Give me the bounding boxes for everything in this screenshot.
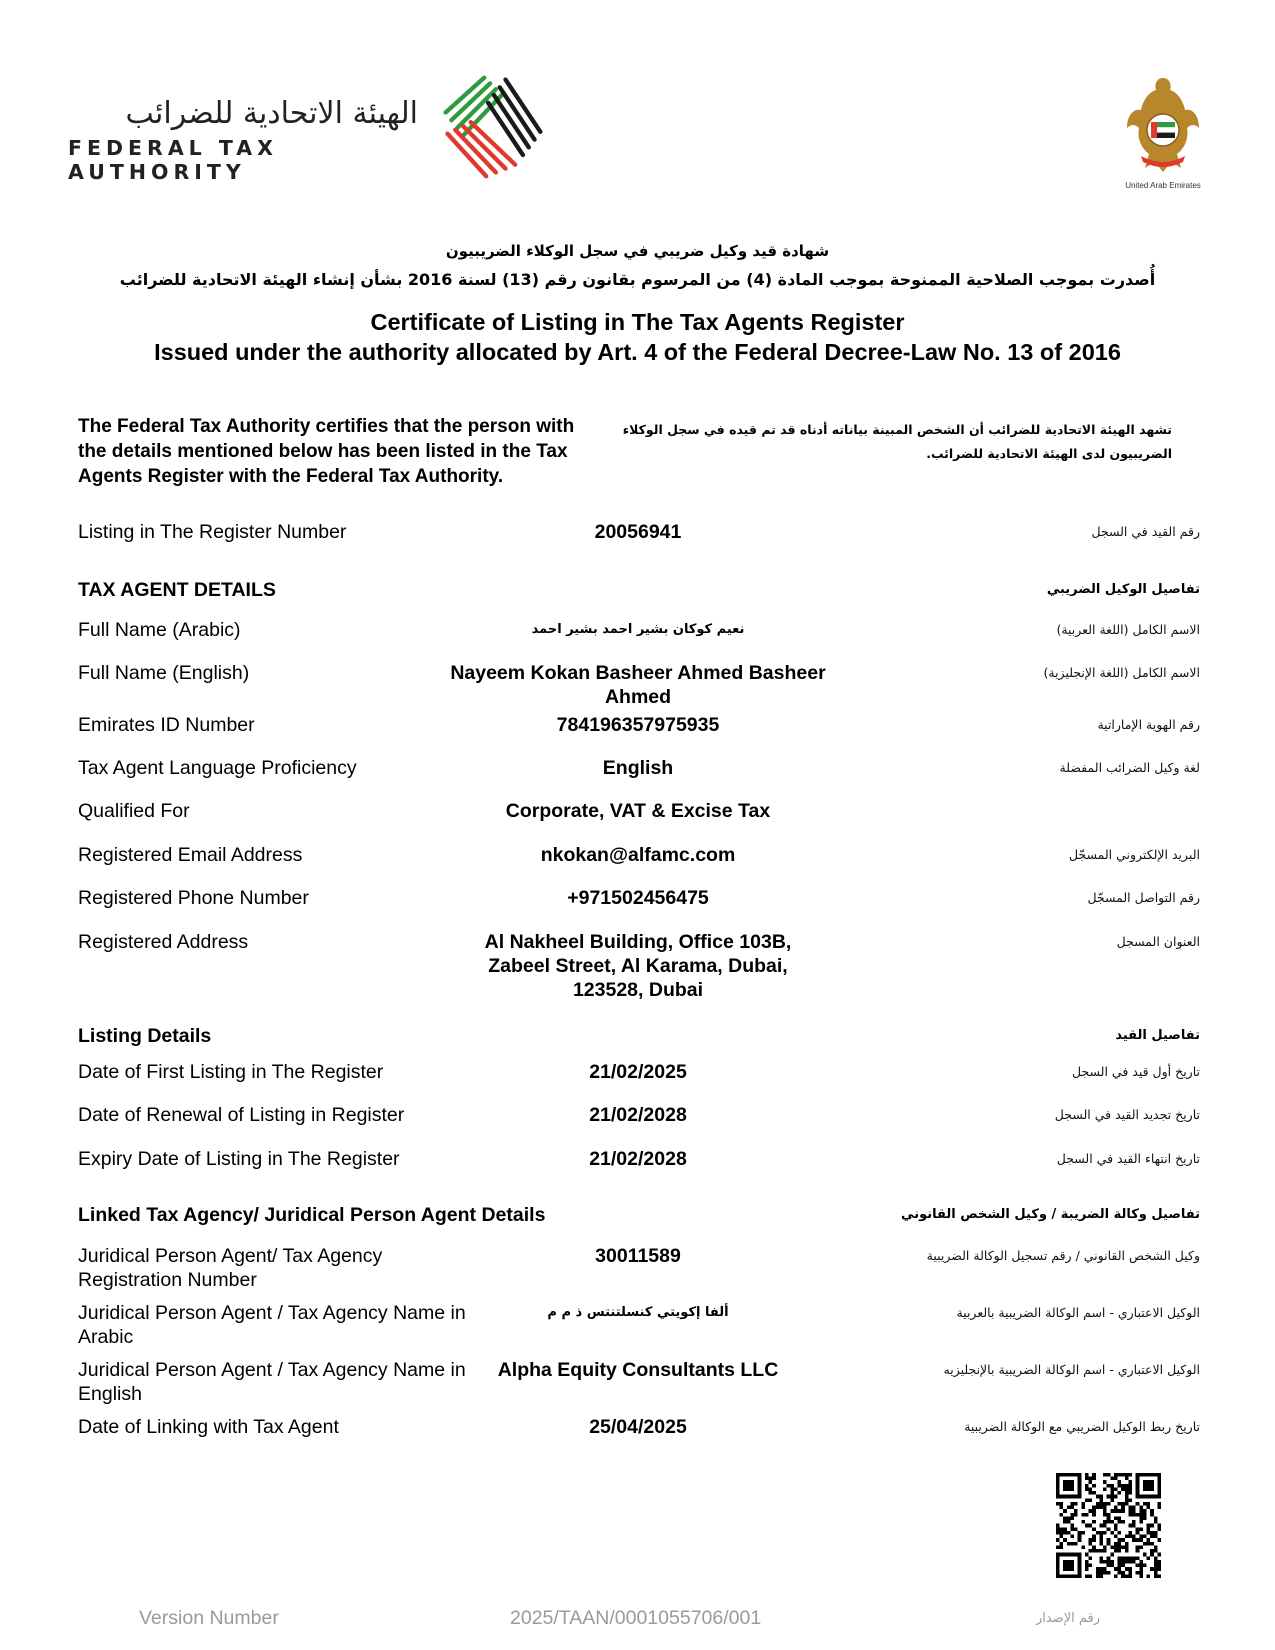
tax-agent-heading-ar: تفاصيل الوكيل الضريبي: [1046, 582, 1200, 597]
detail-value: 25/04/2025: [589, 1416, 687, 1438]
logo-arabic-text: الهيئة الاتحادية للضرائب: [125, 96, 418, 131]
detail-label-ar: تاريخ ربط الوكيل الضريبي مع الوكالة الضريبية: [964, 1419, 1200, 1434]
detail-value: ألفا إكويتي كنسلتنتس ذ م م: [547, 1305, 729, 1320]
english-subtitle: Issued under the authority allocated by Art. 4 of the Federal Decree-Law No. 13 of 2016: [154, 339, 1121, 365]
detail-value: Nayeem Kokan Basheer Ahmed Basheer Ahmed: [450, 662, 826, 708]
detail-label-ar: تاريخ انتهاء القيد في السجل: [1056, 1151, 1200, 1166]
detail-label-ar: تاريخ أول قيد في السجل: [1071, 1064, 1200, 1079]
falcon-emblem-icon: [1123, 72, 1203, 180]
register-number-label-ar: رقم القيد في السجل: [1091, 524, 1200, 539]
detail-label: Qualified For: [78, 800, 190, 822]
detail-label-ar: الاسم الكامل (اللغة الإنجليزية): [1043, 665, 1200, 680]
certify-statement-en: The Federal Tax Authority certifies that the person with the details mentioned below has been listed in the Tax Agents Register with the Federal Tax Authority.: [78, 416, 575, 487]
arabic-title: شهادة قيد وكيل ضريبي في سجل الوكلاء الضريبيون: [445, 242, 830, 260]
version-number-label: Version Number: [139, 1607, 279, 1629]
detail-value: +971502456475: [567, 887, 709, 909]
detail-label: Registered Phone Number: [78, 887, 309, 909]
listing-heading-ar: تفاصيل القيد: [1115, 1028, 1200, 1043]
detail-label-ar: الاسم الكامل (اللغة العربية): [1056, 622, 1200, 637]
agency-heading-ar: تفاصيل وكالة الضريبة / وكيل الشخص القانوني: [901, 1207, 1200, 1222]
register-number-label: Listing in The Register Number: [78, 521, 347, 543]
detail-label: Emirates ID Number: [78, 714, 255, 736]
detail-label: Date of Renewal of Listing in Register: [78, 1104, 405, 1126]
detail-value: 21/02/2028: [589, 1148, 687, 1170]
detail-label-ar: تاريخ تجديد القيد في السجل: [1054, 1107, 1200, 1122]
detail-label: Juridical Person Agent / Tax Agency Name in Arabic: [78, 1302, 466, 1348]
detail-value: Alpha Equity Consultants LLC: [497, 1359, 779, 1381]
detail-label: Full Name (Arabic): [78, 619, 241, 641]
agency-heading: Linked Tax Agency/ Juridical Person Agent Details: [78, 1204, 546, 1226]
detail-value: 21/02/2025: [589, 1061, 687, 1083]
detail-label: Date of First Listing in The Register: [78, 1061, 384, 1083]
arabic-subtitle: أُصدرت بموجب الصلاحية الممنوحة بموجب المادة (4) من المرسوم بقانون رقم (13) لسنة 2016 بشأن إنشاء الهيئة الاتحادية للضرائب: [119, 270, 1156, 289]
detail-value: 30011589: [595, 1245, 681, 1267]
detail-label-ar: الوكيل الاعتباري - اسم الوكالة الضريبية بالعربية: [956, 1305, 1200, 1320]
detail-label: Juridical Person Agent/ Tax Agency Registration Number: [78, 1245, 383, 1291]
detail-label-ar: رقم التواصل المسجّل: [1087, 890, 1200, 905]
detail-value: نعيم كوكان بشير احمد بشير احمد: [531, 622, 745, 637]
register-number-value: 20056941: [594, 521, 682, 543]
certify-statement-ar: تشهد الهيئة الاتحادية للضرائب أن الشخص المبينة بياناته أدناه قد تم قيده في سجل الوكلاء الضريبيون لدى الهيئة الاتحادية للضرائب.: [622, 422, 1172, 461]
fta-logo: [68, 68, 548, 186]
fta-logo-mark-icon: [434, 68, 550, 184]
tax-agent-heading: TAX AGENT DETAILS: [78, 579, 276, 601]
detail-label-ar: العنوان المسجل: [1116, 934, 1200, 949]
detail-label: Juridical Person Agent / Tax Agency Name in English: [78, 1359, 466, 1405]
detail-value: 21/02/2028: [589, 1104, 687, 1126]
qr-code-icon: [1056, 1473, 1161, 1578]
logo-english-text: FEDERAL TAX AUTHORITY: [68, 136, 278, 184]
detail-value: English: [602, 757, 674, 779]
detail-value: Al Nakheel Building, Office 103B, Zabeel Street, Al Karama, Dubai, 123528, Dubai: [484, 931, 792, 1001]
detail-label-ar: رقم الهوية الإماراتية: [1097, 717, 1200, 732]
detail-value: 784196357975935: [556, 714, 720, 736]
english-title: Certificate of Listing in The Tax Agents Register: [370, 309, 905, 335]
detail-label: Date of Linking with Tax Agent: [78, 1416, 339, 1438]
version-number-label-ar: رقم الإصدار: [1035, 1611, 1100, 1626]
uae-emblem: [1120, 72, 1206, 196]
listing-heading: Listing Details: [78, 1025, 212, 1047]
detail-label: Registered Address: [78, 931, 249, 953]
detail-label-ar: لغة وكيل الضرائب المفضلة: [1059, 760, 1200, 775]
emblem-caption: United Arab Emirates: [1125, 181, 1201, 190]
detail-label-ar: البريد الإلكتروني المسجّل: [1068, 847, 1200, 862]
detail-label: Tax Agent Language Proficiency: [78, 757, 357, 779]
detail-label-ar: وكيل الشخص القانوني / رقم تسجيل الوكالة الضريبية: [926, 1248, 1200, 1263]
detail-value: nkokan@alfamc.com: [540, 844, 736, 866]
version-number-value: 2025/TAAN/0001055706/001: [510, 1607, 762, 1629]
detail-label: Expiry Date of Listing in The Register: [78, 1148, 400, 1170]
detail-label: Registered Email Address: [78, 844, 303, 866]
detail-label: Full Name (English): [78, 662, 250, 684]
detail-value: Corporate, VAT & Excise Tax: [505, 800, 771, 822]
detail-label-ar: الوكيل الاعتباري - اسم الوكالة الضريبية بالإنجليزيه: [943, 1362, 1200, 1377]
